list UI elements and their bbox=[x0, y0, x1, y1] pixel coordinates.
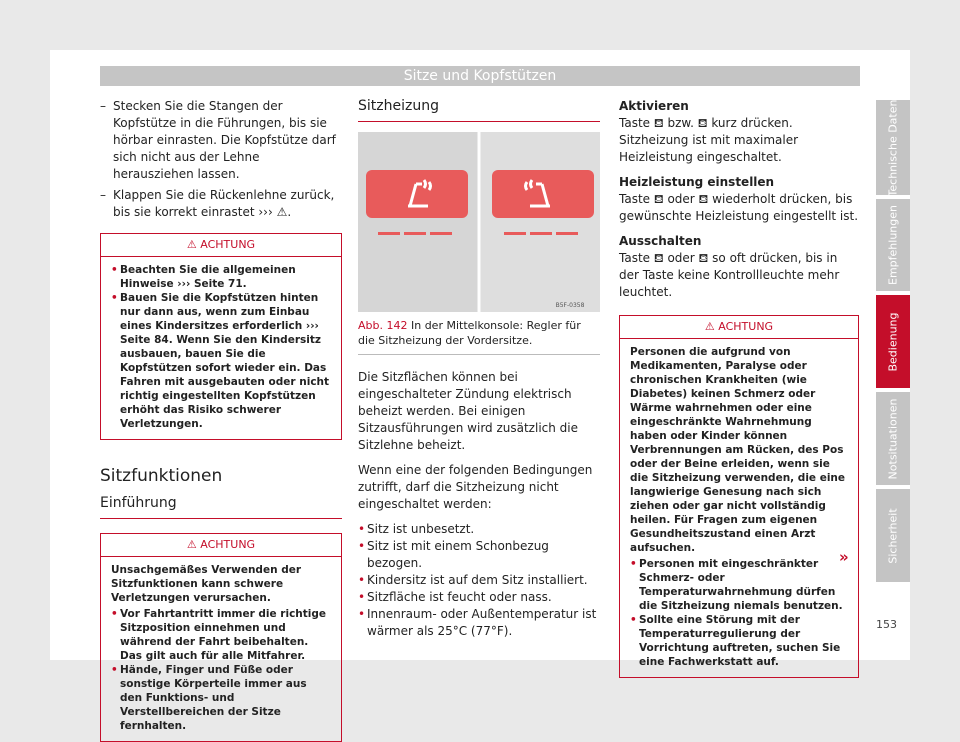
figure-caption bbox=[358, 318, 600, 355]
paragraph: Taste ⛾ oder ⛾ so oft drücken, bis in der Taste keine Kontrollleuchte mehr leuchtet. bbox=[619, 251, 840, 299]
tab-bedienung[interactable]: Bedienung bbox=[876, 295, 910, 388]
warning-item: • Sollte eine Störung mit der Temperaturregulierung der Vorrichtung auftreten, suchen Sie eine Fachwerkstatt auf. bbox=[630, 613, 848, 669]
figure-label: Abb. 142 bbox=[358, 319, 408, 332]
warning-header: ⚠ ACHTUNG bbox=[101, 234, 341, 257]
tab-sicherheit[interactable]: Sicherheit bbox=[876, 489, 910, 582]
warning-item: • Hände, Finger und Füße oder sonstige Körperteile immer aus den Funktions- und Verstellbereichen der Sitze fernhalten. bbox=[111, 663, 331, 733]
list-item: • Kindersitz ist auf dem Sitz installiert. bbox=[358, 572, 600, 589]
figure-caption-text: In der Mittelkonsole: Regler für die Sitzheizung der Vordersitze. bbox=[358, 319, 581, 347]
tab-notsituationen[interactable]: Notsituationen bbox=[876, 392, 910, 485]
condition-list bbox=[358, 521, 600, 640]
figure-code: B5F-0358 bbox=[555, 302, 585, 309]
warning-item: • Vor Fahrtantritt immer die richtige Sitzposition einnehmen und während der Fahrt beibehalten. Das gilt auch für alle Mitfahrer. bbox=[111, 607, 331, 663]
warning-intro: Unsachgemäßes Verwenden der Sitzfunktionen kann schwere Verletzungen verursachen. bbox=[111, 564, 302, 604]
paragraph: Taste ⛾ bzw. ⛾ kurz drücken. Sitzheizung ist mit maximaler Heizleistung eingeschaltet. bbox=[619, 116, 799, 164]
warning-box bbox=[100, 533, 342, 742]
tab-technische-daten[interactable]: Technische Daten bbox=[876, 100, 910, 195]
warning-header: ⚠ ACHTUNG bbox=[101, 534, 341, 557]
page-header: Sitze und Kopfstützen bbox=[100, 66, 860, 86]
list-item: • Innenraum- oder Außentemperatur ist wärmer als 25°C (77°F). bbox=[358, 606, 600, 640]
warning-item: • Beachten Sie die allgemeinen Hinweise ››› Seite 71. bbox=[111, 263, 331, 291]
continue-icon: » bbox=[839, 548, 849, 566]
subheading: Aktivieren bbox=[619, 99, 689, 113]
instruction-step: – Stecken Sie die Stangen der Kopfstütze in die Führungen, bis sie hörbar einrasten. Die Kopfstütze darf sich nicht aus der Lehne herausziehen lassen. bbox=[100, 98, 342, 183]
column-3 bbox=[619, 98, 859, 678]
list-item: • Sitz ist unbesetzt. bbox=[358, 521, 600, 538]
subsection-title: Einführung bbox=[100, 495, 342, 519]
section-title: Sitzfunktionen bbox=[100, 466, 223, 486]
instruction-step: – Klappen Sie die Rückenlehne zurück, bis sie korrekt einrastet ››› ⚠. bbox=[100, 187, 342, 221]
list-item: • Sitzfläche ist feucht oder nass. bbox=[358, 589, 600, 606]
paragraph: Die Sitzflächen können bei eingeschalteter Zündung elektrisch beheizt werden. Bei einigen Sitzausführungen wird zusätzlich die Sitzlehne beheizt. bbox=[358, 370, 579, 452]
seat-heating-figure bbox=[358, 132, 600, 312]
column-1 bbox=[100, 98, 342, 742]
section-heading: Sitzheizung bbox=[358, 98, 600, 122]
seat-heating-illustration bbox=[358, 132, 600, 312]
warning-item: • Bauen Sie die Kopfstützen hinten nur dann aus, wenn zum Einbau eines Kindersitzes erforderlich ››› Seite 84. Wenn Sie den Kindersitz ausbauen, bauen Sie die Kopfstützen sofort wieder ein. Das Fahren mit ausgebauten oder nicht richtig eingestellten Kopfstützen erhöht das Risiko schwerer Verletzungen. bbox=[111, 291, 331, 431]
tab-empfehlungen[interactable]: Empfehlungen bbox=[876, 199, 910, 291]
list-item: • Sitz ist mit einem Schonbezug bezogen. bbox=[358, 538, 600, 572]
warning-box bbox=[619, 315, 859, 678]
column-2 bbox=[358, 98, 600, 640]
subheading: Ausschalten bbox=[619, 234, 702, 248]
page-number: 153 bbox=[876, 618, 897, 631]
warning-intro: Personen die aufgrund von Medikamenten, Paralyse oder chronischen Krankheiten (wie Diabetes) keinen Schmerz oder Wärme wahrnehmen oder eine eingeschränkte Wahrnehmung haben oder Kinder können Verbrennungen am Rücken, des Pos oder der Beine erleiden, wenn sie die Sitzheizung verwenden, die eine langwierige Genesung nach sich ziehen oder gar nicht vollständig heilen. Für Fragen zum eigenen Gesundheitszustand einen Arzt aufsuchen. bbox=[630, 346, 846, 554]
warning-box bbox=[100, 233, 342, 440]
warning-item: • Personen mit eingeschränkter Schmerz- oder Temperaturwahrnehmung dürfen die Sitzheizung niemals benutzen. bbox=[630, 557, 848, 613]
warning-header: ⚠ ACHTUNG bbox=[620, 316, 858, 339]
subheading: Heizleistung einstellen bbox=[619, 175, 775, 189]
paragraph: Taste ⛾ oder ⛾ wiederholt drücken, bis gewünschte Heizleistung eingestellt ist. bbox=[619, 192, 859, 223]
paragraph: Wenn eine der folgenden Bedingungen zutrifft, darf die Sitzheizung nicht eingeschaltet werden: bbox=[358, 463, 593, 511]
